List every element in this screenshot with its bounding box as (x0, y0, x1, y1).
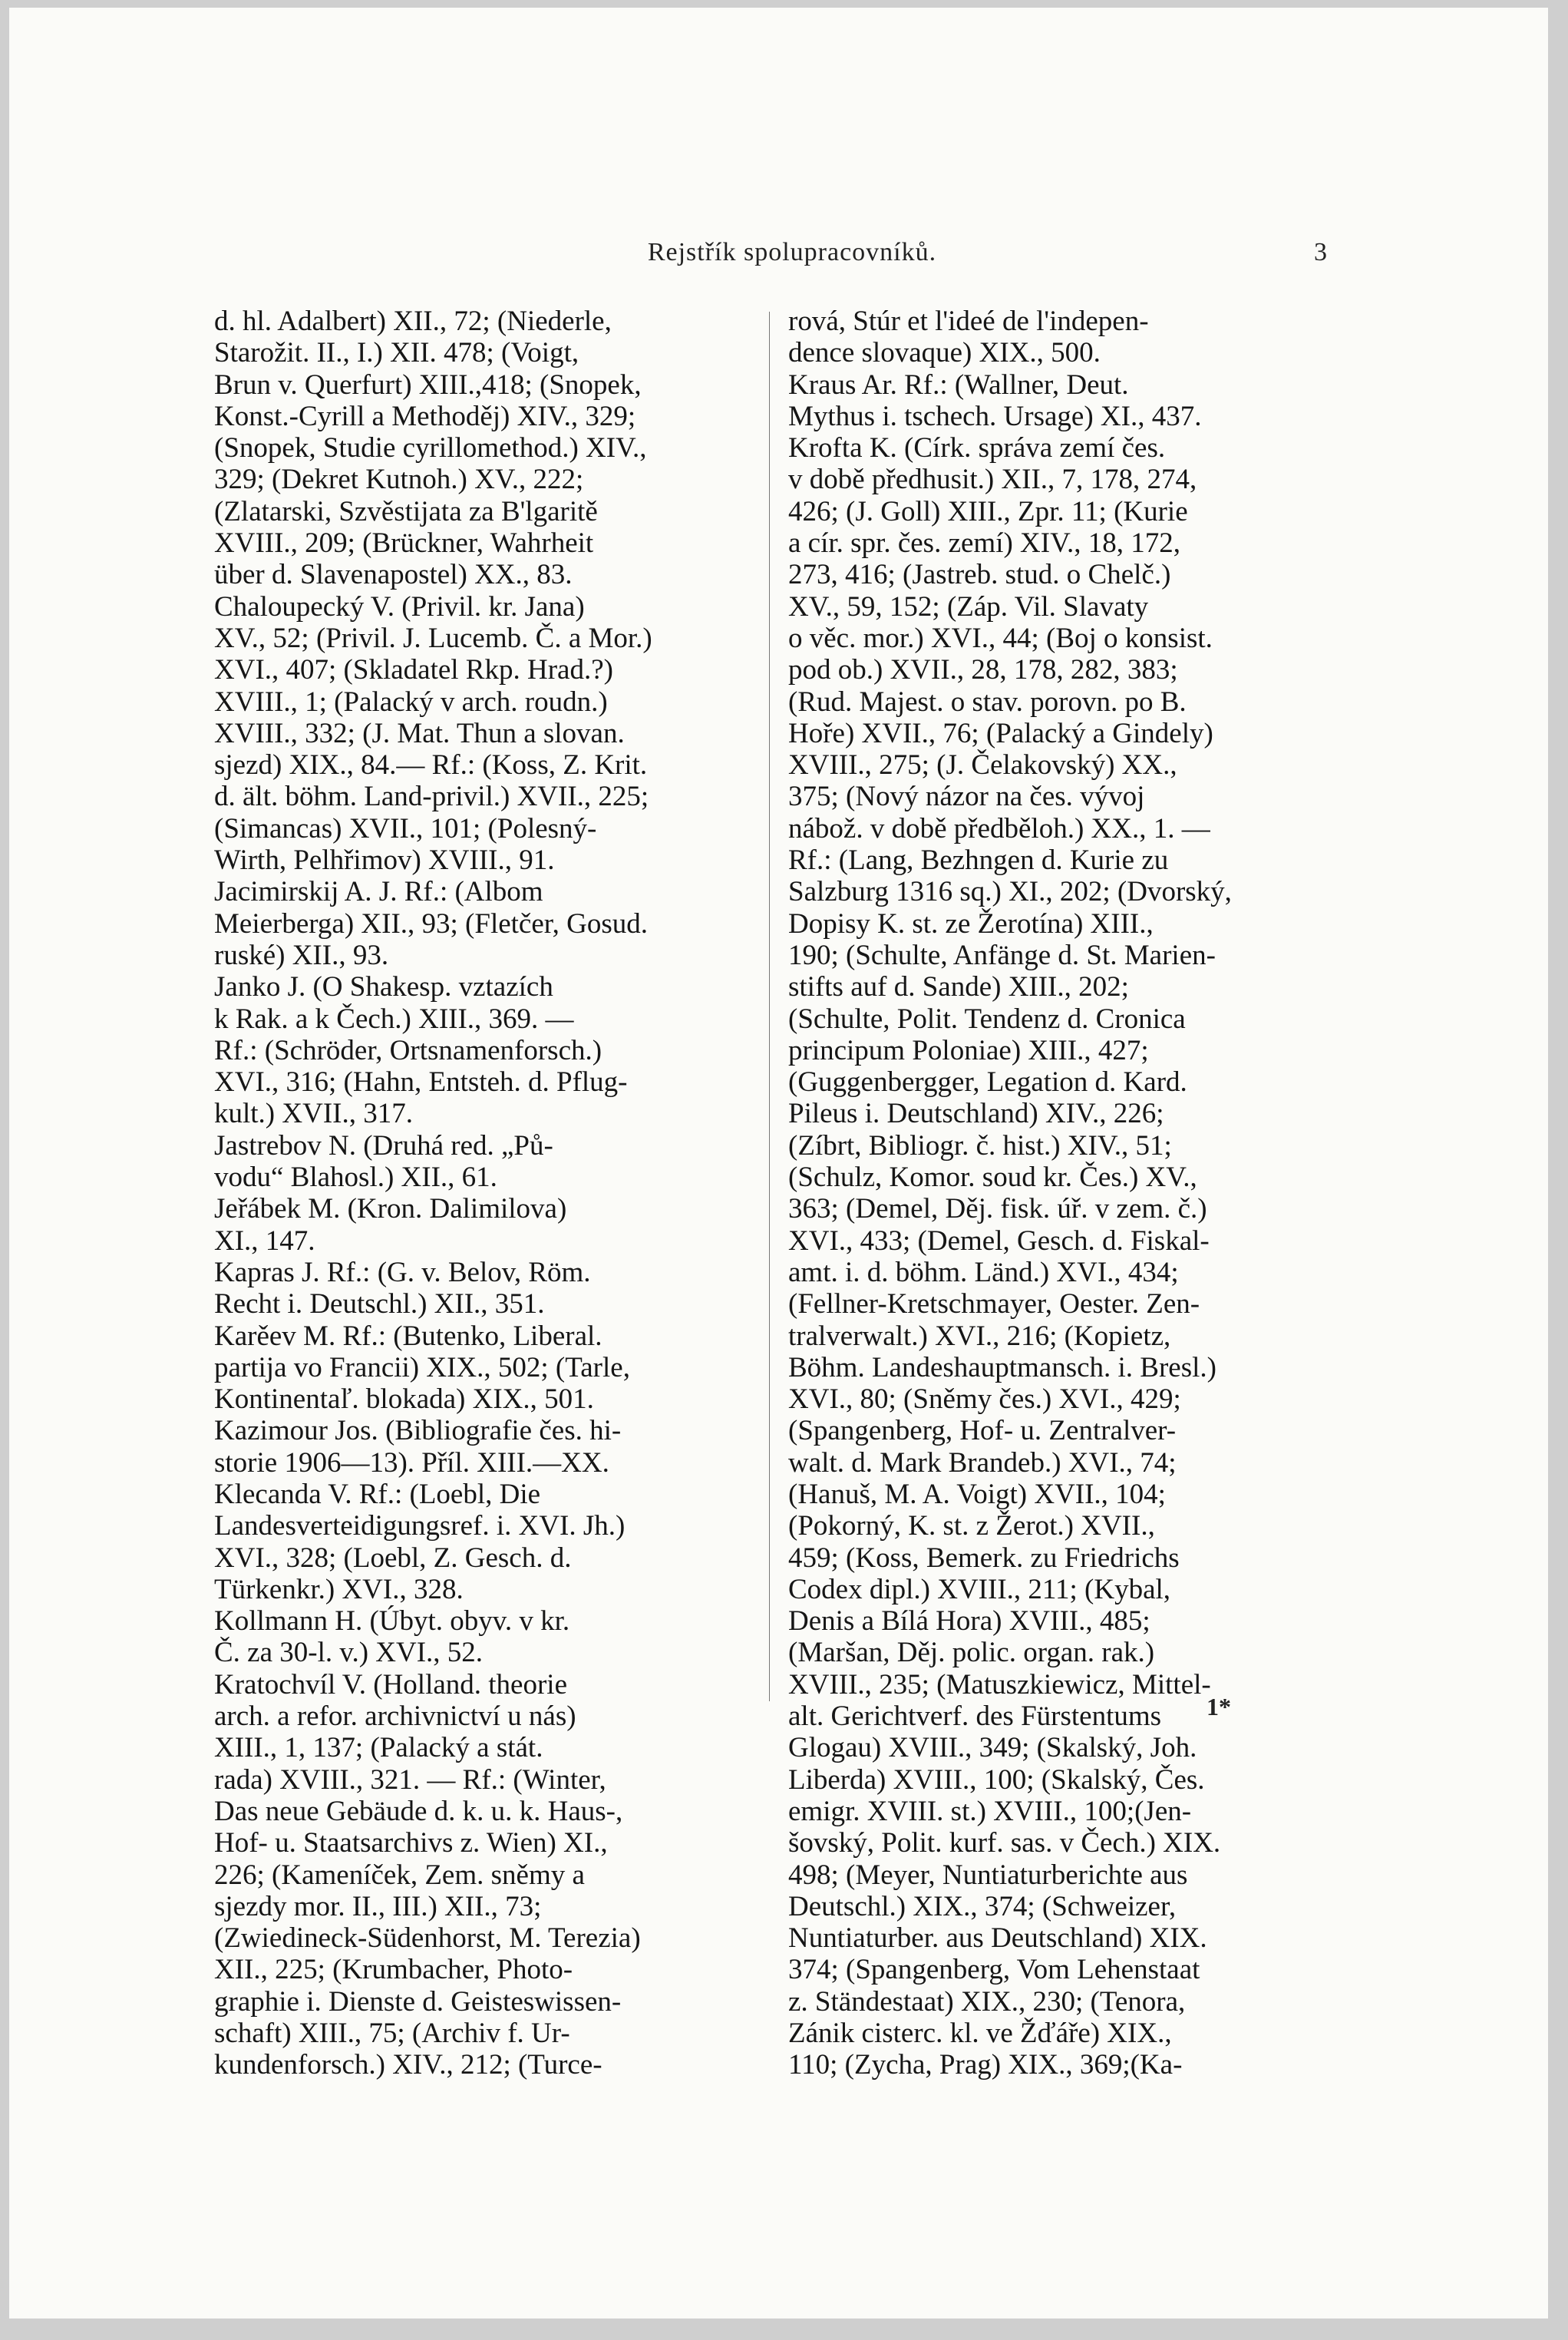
index-line: Deutschl.) XIX., 374; (Schweizer, (788, 1890, 1177, 1922)
page-number: 3 (1314, 238, 1327, 266)
running-header (9, 238, 1548, 276)
index-line: Liberda) XVIII., 100; (Skalský, Čes. (788, 1763, 1205, 1796)
index-line: XVI., 80; (Sněmy čes.) XVI., 429; (788, 1383, 1181, 1416)
right-column (788, 306, 1333, 2081)
index-line: XVIII., 332; (J. Mat. Thun a slovan. (214, 717, 625, 749)
index-line: XV., 52; (Privil. J. Lucemb. Č. a Mor.) (214, 622, 652, 654)
index-line: XVI., 433; (Demel, Gesch. d. Fiskal- (788, 1225, 1210, 1257)
index-line: 363; (Demel, Děj. fisk. úř. v zem. č.) (788, 1193, 1207, 1225)
index-line: 498; (Meyer, Nuntiaturberichte aus (788, 1859, 1188, 1891)
index-line: d. hl. Adalbert) XII., 72; (Niederle, (214, 306, 612, 337)
index-line: k Rak. a k Čech.) XIII., 369. — (214, 1003, 574, 1035)
index-line: Konst.-Cyrill a Methoděj) XIV., 329; (214, 400, 636, 432)
index-line: Kazimour Jos. (Bibliografie čes. hi- (214, 1415, 622, 1447)
index-line: Jeřábek M. (Kron. Dalimilova) (214, 1193, 567, 1225)
index-line: walt. d. Mark Brandeb.) XVI., 74; (788, 1446, 1177, 1479)
index-line: pod ob.) XVII., 28, 178, 282, 383; (788, 654, 1178, 686)
index-line: kundenforsch.) XIV., 212; (Turce- (214, 2049, 602, 2081)
index-line: Hof- u. Staatsarchivs z. Wien) XI., (214, 1827, 608, 1859)
column-divider (769, 312, 770, 1701)
index-line: storie 1906—13). Příl. XIII.—XX. (214, 1446, 609, 1479)
index-line: Codex dipl.) XVIII., 211; (Kybal, (788, 1573, 1171, 1605)
index-line: 426; (J. Goll) XIII., Zpr. 11; (Kurie (788, 495, 1188, 527)
left-column (214, 306, 759, 2081)
index-line: Böhm. Landeshauptmansch. i. Bresl.) (788, 1351, 1216, 1383)
index-line: (Schulz, Komor. soud kr. Čes.) XV., (788, 1162, 1197, 1194)
index-line: Karěev M. Rf.: (Butenko, Liberal. (214, 1320, 602, 1352)
index-line: stifts auf d. Sande) XIII., 202; (788, 971, 1129, 1003)
index-line: (Simancas) XVII., 101; (Polesný- (214, 812, 597, 844)
index-line: XII., 225; (Krumbacher, Photo- (214, 1954, 573, 1986)
index-line: XVIII., 209; (Brückner, Wahrheit (214, 527, 594, 560)
index-line: (Zlatarski, Szvěstijata za B'lgaritě (214, 495, 598, 527)
index-line: (Hanuš, M. A. Voigt) XVII., 104; (788, 1478, 1166, 1510)
index-line: Denis a Bílá Hora) XVIII., 485; (788, 1605, 1150, 1638)
index-line: Landesverteidigungsref. i. XVI. Jh.) (214, 1510, 626, 1542)
index-line: nábož. v době předběloh.) XX., 1. — (788, 812, 1210, 844)
index-line: Č. za 30-l. v.) XVI., 52. (214, 1637, 484, 1669)
index-line: Dopisy K. st. ze Žerotína) XIII., (788, 907, 1154, 940)
index-line: Hoře) XVII., 76; (Palacký a Gindely) (788, 717, 1213, 749)
index-line: 374; (Spangenberg, Vom Lehenstaat (788, 1954, 1200, 1986)
index-line: partija vo Francii) XIX., 502; (Tarle, (214, 1351, 630, 1383)
index-line: XVI., 328; (Loebl, Z. Gesch. d. (214, 1542, 572, 1574)
index-line: 226; (Kameníček, Zem. sněmy a (214, 1859, 585, 1891)
index-line: (Guggenbergger, Legation d. Kard. (788, 1066, 1187, 1099)
index-line: (Spangenberg, Hof- u. Zentralver- (788, 1415, 1177, 1447)
index-line: Zánik cisterc. kl. ve Žďáře) XIX., (788, 2018, 1172, 2050)
index-line: XVIII., 275; (J. Čelakovský) XX., (788, 749, 1177, 782)
index-line: o věc. mor.) XVI., 44; (Boj o konsist. (788, 622, 1213, 654)
index-line: 190; (Schulte, Anfänge d. St. Marien- (788, 939, 1216, 971)
index-line: Das neue Gebäude d. k. u. k. Haus-, (214, 1795, 623, 1827)
index-line: Brun v. Querfurt) XIII.,418; (Snopek, (214, 369, 642, 401)
index-line: XVI., 407; (Skladatel Rkp. Hrad.?) (214, 654, 613, 686)
index-line: Chaloupecký V. (Privil. kr. Jana) (214, 590, 585, 623)
index-line: Klecanda V. Rf.: (Loebl, Die (214, 1478, 541, 1510)
index-line: Rf.: (Lang, Bezhngen d. Kurie zu (788, 844, 1169, 877)
index-line: sjezd) XIX., 84.— Rf.: (Koss, Z. Krit. (214, 749, 648, 782)
index-line: Kollmann H. (Úbyt. obyv. v kr. (214, 1605, 570, 1638)
index-line: rová, Stúr et l'ideé de l'indepen- (788, 306, 1149, 337)
index-line: XIII., 1, 137; (Palacký a stát. (214, 1732, 543, 1764)
index-line: Rf.: (Schröder, Ortsnamenforsch.) (214, 1034, 602, 1066)
index-line: Jacimirskij A. J. Rf.: (Albom (214, 876, 543, 908)
index-line: 110; (Zycha, Prag) XIX., 369;(Ka- (788, 2049, 1183, 2081)
index-line: über d. Slavenapostel) XX., 83. (214, 559, 573, 591)
index-line: v době předhusit.) XII., 7, 178, 274, (788, 464, 1197, 496)
index-line: (Snopek, Studie cyrillomethod.) XIV., (214, 432, 647, 464)
index-line: z. Ständestaat) XIX., 230; (Tenora, (788, 1985, 1186, 2018)
signature-mark: 1* (1207, 1693, 1231, 1720)
index-line: Mythus i. tschech. Ursage) XI., 437. (788, 400, 1202, 432)
index-line: alt. Gerichtverf. des Fürstentums (788, 1700, 1162, 1733)
index-line: principum Poloniae) XIII., 427; (788, 1034, 1149, 1066)
index-line: d. ält. böhm. Land-privil.) XVII., 225; (214, 781, 649, 813)
index-line: Kratochvíl V. (Holland. theorie (214, 1668, 568, 1700)
index-line: Nuntiaturber. aus Deutschland) XIX. (788, 1922, 1207, 1955)
index-line: (Zwiedineck-Südenhorst, M. Terezia) (214, 1922, 641, 1955)
index-line: Glogau) XVIII., 349; (Skalský, Joh. (788, 1732, 1197, 1764)
index-line: ruské) XII., 93. (214, 939, 389, 971)
index-line: 459; (Koss, Bemerk. zu Friedrichs (788, 1542, 1180, 1574)
index-line: (Rud. Majest. o stav. porovn. po B. (788, 686, 1187, 718)
index-line: XV., 59, 152; (Záp. Vil. Slavaty (788, 590, 1149, 623)
index-line: vodu“ Blahosl.) XII., 61. (214, 1162, 497, 1194)
index-line: XI., 147. (214, 1225, 315, 1257)
index-line: XVIII., 235; (Matuszkiewicz, Mittel- (788, 1668, 1211, 1700)
index-line: emigr. XVIII. st.) XVIII., 100;(Jen- (788, 1795, 1192, 1827)
index-line: Kapras J. Rf.: (G. v. Belov, Röm. (214, 1256, 591, 1288)
header-title: Rejstřík spolupracovníků. (647, 238, 937, 266)
index-line: graphie i. Dienste d. Geisteswissen- (214, 1985, 622, 2018)
index-line: amt. i. d. böhm. Länd.) XVI., 434; (788, 1256, 1179, 1288)
index-line: Türkenkr.) XVI., 328. (214, 1573, 464, 1605)
index-line: schaft) XIII., 75; (Archiv f. Ur- (214, 2018, 570, 2050)
index-line: (Fellner-Kretschmayer, Oester. Zen- (788, 1288, 1200, 1320)
index-line: (Maršan, Děj. polic. organ. rak.) (788, 1637, 1155, 1669)
index-line: šovský, Polit. kurf. sas. v Čech.) XIX. (788, 1827, 1221, 1859)
index-line: tralverwalt.) XVI., 216; (Kopietz, (788, 1320, 1171, 1352)
index-line: (Zíbrt, Bibliogr. č. hist.) XIV., 51; (788, 1129, 1172, 1162)
index-line: Kraus Ar. Rf.: (Wallner, Deut. (788, 369, 1129, 401)
index-line: dence slovaque) XIX., 500. (788, 337, 1101, 369)
index-line: Meierberga) XII., 93; (Fletčer, Gosud. (214, 907, 648, 940)
index-line: kult.) XVII., 317. (214, 1098, 413, 1130)
index-line: Kontinentaľ. blokada) XIX., 501. (214, 1383, 594, 1416)
index-line: Krofta K. (Círk. správa zemí čes. (788, 432, 1166, 464)
index-line: Jastrebov N. (Druhá red. „Pů- (214, 1129, 553, 1162)
index-line: XVI., 316; (Hahn, Entsteh. d. Pflug- (214, 1066, 628, 1099)
index-line: (Schulte, Polit. Tendenz d. Cronica (788, 1003, 1186, 1035)
index-line: arch. a refor. archivnictví u nás) (214, 1700, 576, 1733)
index-line: Recht i. Deutschl.) XII., 351. (214, 1288, 545, 1320)
index-line: XVIII., 1; (Palacký v arch. roudn.) (214, 686, 608, 718)
index-line: Wirth, Pelhřimov) XVIII., 91. (214, 844, 555, 877)
index-line: Starožit. II., I.) XII. 478; (Voigt, (214, 337, 579, 369)
index-line: 273, 416; (Jastreb. stud. o Chelč.) (788, 559, 1171, 591)
book-page (9, 8, 1548, 2319)
index-line: 329; (Dekret Kutnoh.) XV., 222; (214, 464, 584, 496)
index-line: Janko J. (O Shakesp. vztazích (214, 971, 553, 1003)
index-line: Salzburg 1316 sq.) XI., 202; (Dvorský, (788, 876, 1232, 908)
index-line: Pileus i. Deutschland) XIV., 226; (788, 1098, 1164, 1130)
index-line: a cír. spr. čes. zemí) XIV., 18, 172, (788, 527, 1181, 560)
index-line: (Pokorný, K. st. z Žerot.) XVII., (788, 1510, 1155, 1542)
index-line: sjezdy mor. II., III.) XII., 73; (214, 1890, 542, 1922)
index-line: 375; (Nový názor na čes. vývoj (788, 781, 1145, 813)
index-line: rada) XVIII., 321. — Rf.: (Winter, (214, 1763, 606, 1796)
